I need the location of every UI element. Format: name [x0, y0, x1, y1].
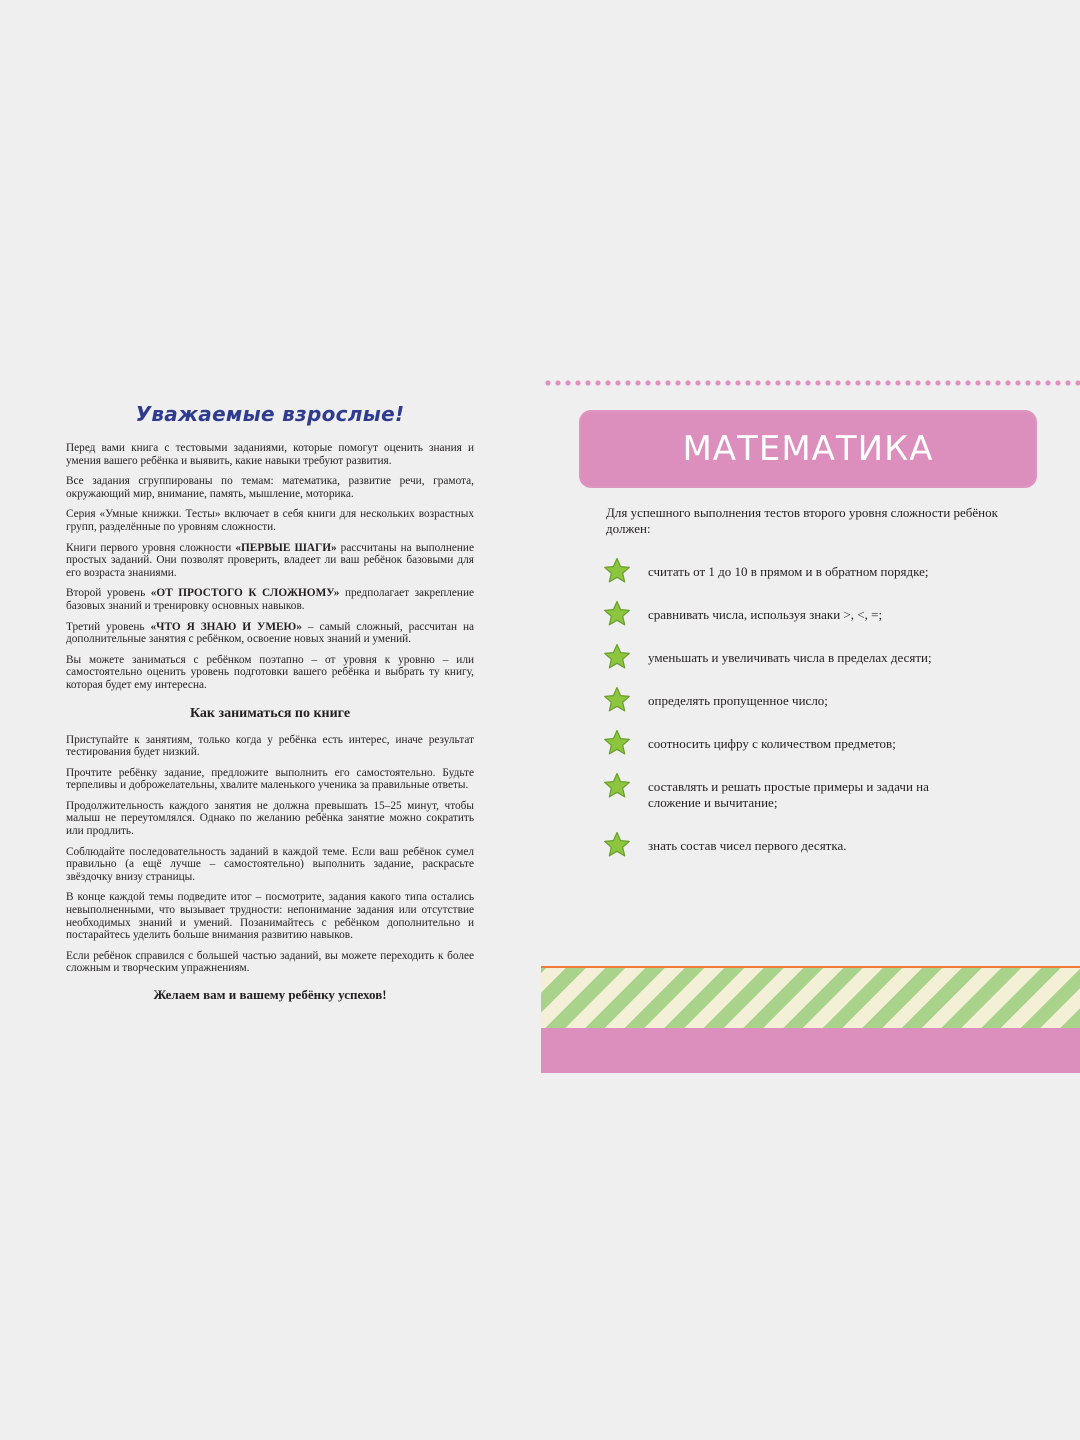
level1-paragraph [66, 542, 474, 580]
how-to-paragraph: Продолжительность каждого занятия не должна превышать 15–25 минут, чтобы малыш не переутомлялся. Однако по желанию ребёнка занятие можно сократить или продлить. [66, 799, 474, 838]
how-to-paragraph: В конце каждой темы подведите итог – посмотрите, задания какого типа остались невыполненными, что вызывает трудности: непонимание задания или отсутствие необходимых знаний и умений. Позанимайтесь с ребёнком дополнительно и постарайтесь уделить больше внимания развитию навыков. [66, 891, 474, 942]
skill-item [602, 830, 1022, 860]
topics-paragraph: Все задания сгруппированы по темам: математика, развитие речи, грамота, окружающий мир, внимание, память, мышление, моторика. [66, 475, 474, 500]
star-icon [602, 685, 632, 715]
dotted-divider [543, 379, 1080, 387]
how-to-paragraph: Приступайте к занятиям, только когда у ребёнка есть интерес, иначе результат тестирования будет низкий. [66, 733, 474, 759]
section-title: МАТЕМАТИКА [682, 429, 934, 469]
stepwise-paragraph: Вы можете заниматься с ребёнком поэтапно – от уровня к уровню – или самостоятельно оценить уровень подготовки вашего ребёнка и выбрать ту книгу, которая будет ему интересна. [66, 653, 474, 691]
skill-text: определять пропущенное число; [648, 693, 828, 708]
star-icon [602, 642, 632, 672]
level1-before: Книги первого уровня сложности [66, 541, 236, 554]
level3-name: «ЧТО Я ЗНАЮ И УМЕЮ» [150, 620, 302, 633]
skill-text: знать состав чисел первого десятка. [648, 838, 847, 853]
skill-item [602, 556, 1022, 586]
level2-after: предполагает закрепление базовых знаний и тренировку основных навыков. [66, 587, 475, 612]
how-to-paragraph: Прочтите ребёнку задание, предложите выполнить его самостоятельно. Будьте терпеливы и доброжелательны, хвалите маленького ученика за правильные ответы. [66, 766, 474, 792]
section-banner [579, 410, 1037, 488]
skill-text: соотносить цифру с количеством предметов; [648, 736, 896, 751]
skill-item [602, 728, 1022, 758]
intro-paragraph: Перед вами книга с тестовыми заданиями, которые помогут оценить знания и умения вашего ребёнка и выявить, какие навыки требуют развития. [66, 442, 474, 467]
decorative-pink-band [541, 1028, 1080, 1073]
star-icon [602, 556, 632, 586]
level1-after: рассчитаны на выполнение простых заданий. Они позволят проверить, владеет ли ваш ребёнок базовыми для его возраста знаниями. [66, 541, 474, 579]
level3-paragraph [66, 621, 474, 646]
skills-intro: Для успешного выполнения тестов второго уровня сложности ребёнок должен: [606, 505, 998, 536]
series-paragraph: Серия «Умные книжки. Тесты» включает в себя книги для нескольких возрастных групп, разделённые по уровням сложности. [66, 508, 474, 533]
how-to-paragraph: Если ребёнок справился с большей частью заданий, вы можете переходить к более сложным и творческим упражнениям. [66, 949, 474, 975]
level1-name: «ПЕРВЫЕ ШАГИ» [235, 541, 337, 554]
level3-after: – самый сложный, рассчитан на дополнительные занятия с ребёнком, освоение новых знаний и умений. [66, 620, 475, 646]
level2-before: Второй уровень [66, 587, 151, 600]
level2-paragraph [66, 587, 474, 612]
star-icon [602, 771, 632, 801]
decorative-stripe-band [541, 966, 1080, 1030]
star-icon [602, 728, 632, 758]
star-icon [602, 830, 632, 860]
skill-item [602, 685, 1022, 715]
skill-item [602, 642, 1022, 672]
skill-text: составлять и решать простые примеры и задачи на сложение и вычитание; [648, 779, 929, 810]
left-page [66, 402, 474, 1003]
skill-item [602, 599, 1022, 629]
skill-item [602, 771, 1022, 811]
skill-text: сравнивать числа, используя знаки >, <, =; [648, 607, 883, 622]
level3-before: Третий уровень [66, 620, 151, 633]
closing-wish: Желаем вам и вашему ребёнку успехов! [153, 987, 387, 1002]
skill-text: считать от 1 до 10 в прямом и в обратном порядке; [648, 564, 929, 579]
star-icon [602, 599, 632, 629]
how-to-subtitle: Как заниматься по книге [189, 705, 351, 721]
how-to-paragraph: Соблюдайте последовательность заданий в каждой теме. Если ваш ребёнок сумел правильно (а ещё лучше – самостоятельно) выполнить задание, раскрасьте звёздочку внизу страницы. [66, 845, 474, 883]
page-title: Уважаемые взрослые! [135, 402, 405, 426]
level2-name: «ОТ ПРОСТОГО К СЛОЖНОМУ» [150, 587, 340, 600]
skill-text: уменьшать и увеличивать числа в пределах десяти; [648, 650, 932, 665]
